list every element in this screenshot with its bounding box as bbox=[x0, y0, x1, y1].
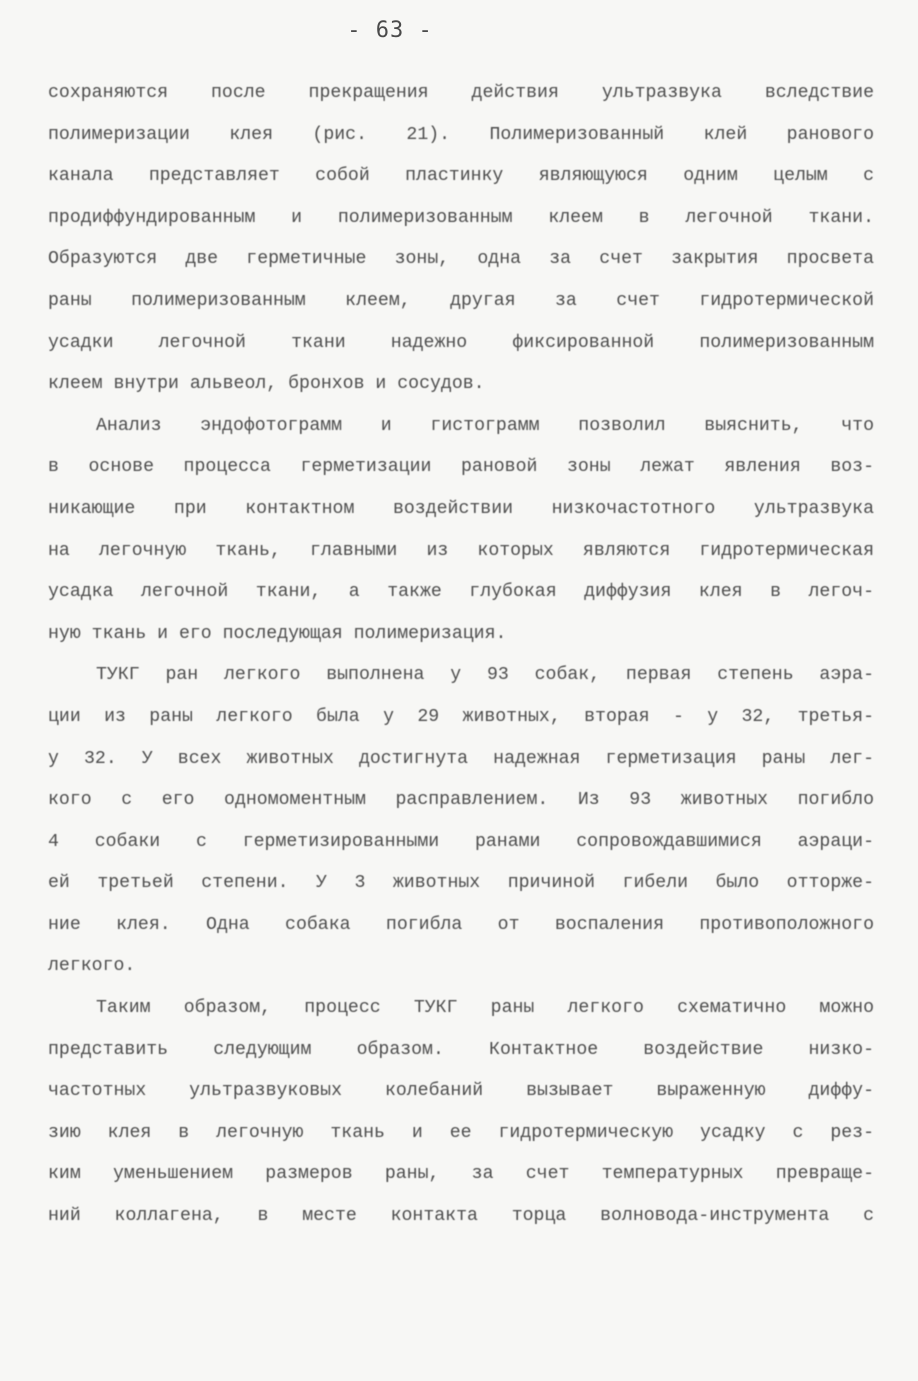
text-line: ей третьей степени. У 3 животных причиной гибели было отторже- bbox=[48, 873, 874, 894]
paragraph-1 bbox=[48, 73, 874, 406]
text-line: ким уменьшением размеров раны, за счет температурных превраще- bbox=[48, 1164, 874, 1185]
text-line: усадка легочной ткани, а также глубокая диффузия клея в легоч- bbox=[48, 582, 874, 603]
text-line: продиффундированным и полимеризованным клеем в легочной ткани. bbox=[48, 207, 874, 228]
text-line: клеем внутри альвеол, бронхов и сосудов. bbox=[48, 374, 485, 395]
text-line: Таким образом, процесс ТУКГ раны легкого схематично можно bbox=[96, 998, 874, 1019]
text-line: частотных ультразвуковых колебаний вызывает выраженную диффу- bbox=[48, 1081, 874, 1102]
text-line: сохраняются после прекращения действия ультразвука вследствие bbox=[48, 83, 874, 103]
text-line: на легочную ткань, главными из которых являются гидротермическая bbox=[48, 540, 874, 561]
text-line: ние клея. Одна собака погибла от воспаления противоположного bbox=[48, 914, 874, 935]
text-line: Образуются две герметичные зоны, одна за счет закрытия просвета bbox=[48, 249, 874, 270]
text-line: усадки легочной ткани надежно фиксированной полимеризованным bbox=[48, 332, 874, 353]
text-line: легкого. bbox=[48, 956, 136, 977]
text-line: ний коллагена, в месте контакта торца волновода-инструмента с bbox=[48, 1206, 874, 1227]
text-line: кого с его одномоментным расправлением. Из 93 животных погибло bbox=[48, 790, 874, 811]
text-line: в основе процесса герметизации рановой зоны лежат явления воз- bbox=[48, 457, 874, 478]
paragraph-3 bbox=[48, 655, 874, 988]
text-line: канала представляет собой пластинку являющуюся одним целым с bbox=[48, 166, 874, 187]
page-number: - 63 - bbox=[347, 18, 433, 43]
text-line: полимеризации клея (рис. 21). Полимеризованный клей ранового bbox=[48, 124, 874, 145]
text-line: зию клея в легочную ткань и ее гидротермическую усадку с рез- bbox=[48, 1122, 874, 1143]
text-line: 4 собаки с герметизированными ранами сопровождавшимися аэраци- bbox=[48, 831, 874, 852]
text-line: раны полимеризованным клеем, другая за счет гидротермической bbox=[48, 290, 874, 311]
text-line: у 32. У всех животных достигнута надежная герметизация раны лег- bbox=[48, 748, 874, 769]
text-line: ТУКГ ран легкого выполнена у 93 собак, первая степень аэра- bbox=[96, 665, 874, 686]
text-line: представить следующим образом. Контактное воздействие низко- bbox=[48, 1039, 874, 1060]
paragraph-2 bbox=[48, 406, 874, 656]
paragraph-4 bbox=[48, 988, 874, 1238]
text-line: ную ткань и его последующая полимеризация. bbox=[48, 623, 507, 644]
text-line: никающие при контактном воздействии низкочастотного ультразвука bbox=[48, 498, 874, 519]
text-line: ции из раны легкого была у 29 животных, вторая - у 32, третья- bbox=[48, 706, 874, 727]
body-text bbox=[48, 73, 874, 1238]
text-line: Анализ эндофотограмм и гистограмм позволил выяснить, что bbox=[96, 415, 874, 436]
